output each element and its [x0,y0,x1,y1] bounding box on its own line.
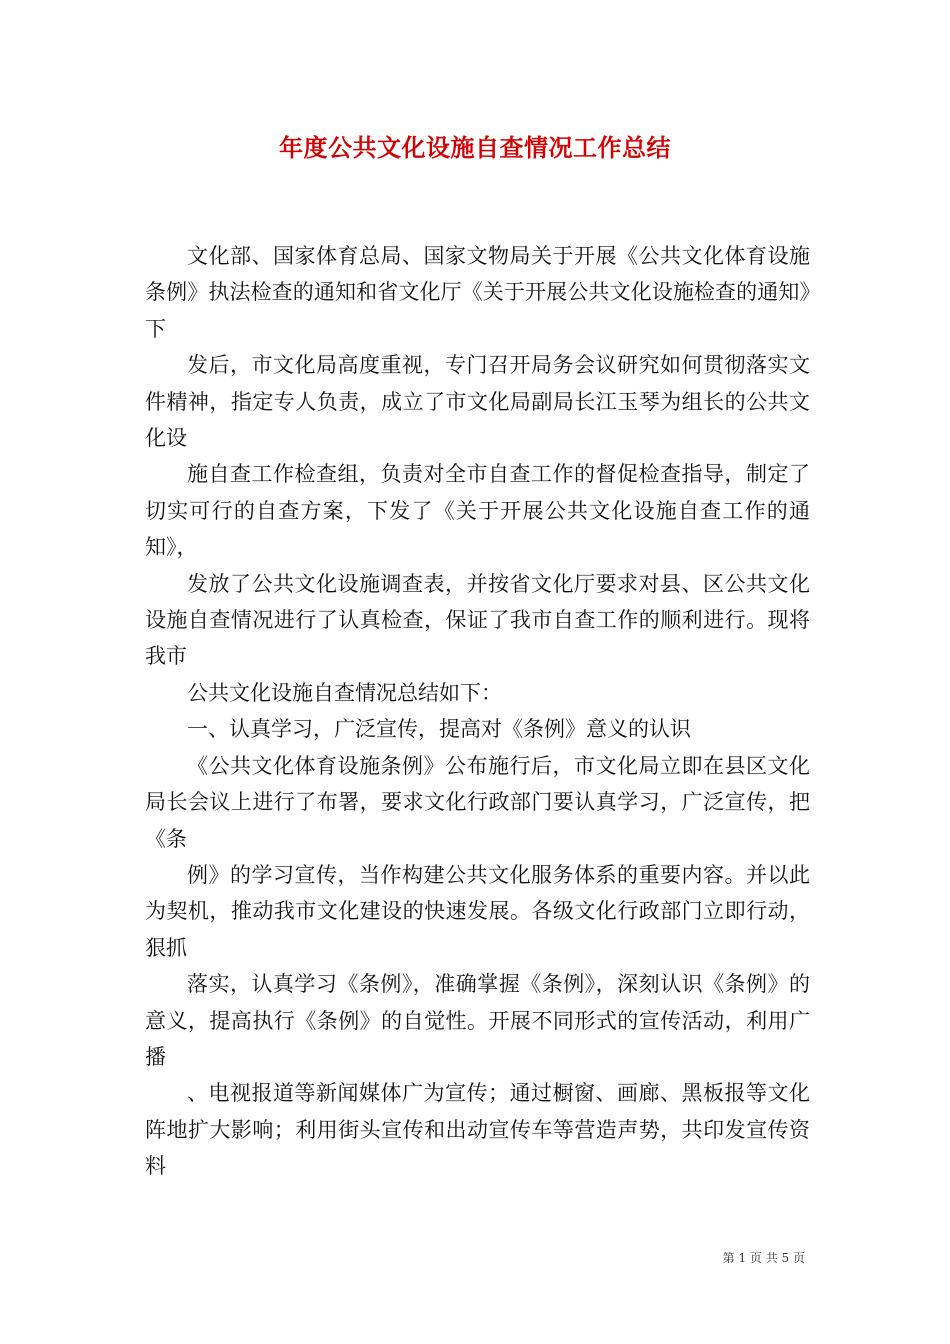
document-body [145,238,810,1185]
paragraph: 施自查工作检查组，负责对全市自查工作的督促检查指导，制定了切实可行的自查方案，下发了《关于开展公共文化设施自查工作的通知》， [145,462,810,560]
paragraph: 发放了公共文化设施调查表，并按省文化厅要求对县、区公共文化设施自查情况进行了认真检查，保证了我市自查工作的顺利进行。现将我市 [145,571,810,669]
paragraph: 《公共文化体育设施条例》公布施行后，市文化局立即在县区文化局长会议上进行了布署，要求文化行政部门要认真学习，广泛宣传，把《条 [145,753,810,851]
page-number: 第 1 页 共 5 页 [722,1251,805,1265]
paragraph: 文化部、国家体育总局、国家文物局关于开展《公共文化体育设施条例》执法检查的通知和省文化厅《关于开展公共文化设施检查的通知》下 [145,244,810,341]
paragraph: 例》的学习宣传，当作构建公共文化服务体系的重要内容。并以此为契机，推动我市文化建设的快速发展。各级文化行政部门立即行动，狠抓 [145,862,810,960]
section-heading: 一、认真学习，广泛宣传，提高对《条例》意义的认识 [187,717,691,742]
paragraph: 、电视报道等新闻媒体广为宣传；通过橱窗、画廊、黑板报等文化阵地扩大影响；利用街头宣传和出动宣传车等营造声势，共印发宣传资料 [145,1081,810,1179]
paragraph: 落实，认真学习《条例》，准确掌握《条例》，深刻认识《条例》的意义，提高执行《条例》的自觉性。开展不同形式的宣传活动，利用广播 [145,972,810,1069]
document-title: 年度公共文化设施自查情况工作总结 [279,134,671,162]
paragraph: 发后，市文化局高度重视，专门召开局务会议研究如何贯彻落实文件精神，指定专人负责，成立了市文化局副局长江玉琴为组长的公共文化设 [145,353,810,451]
paragraph: 公共文化设施自查情况总结如下： [187,680,502,705]
